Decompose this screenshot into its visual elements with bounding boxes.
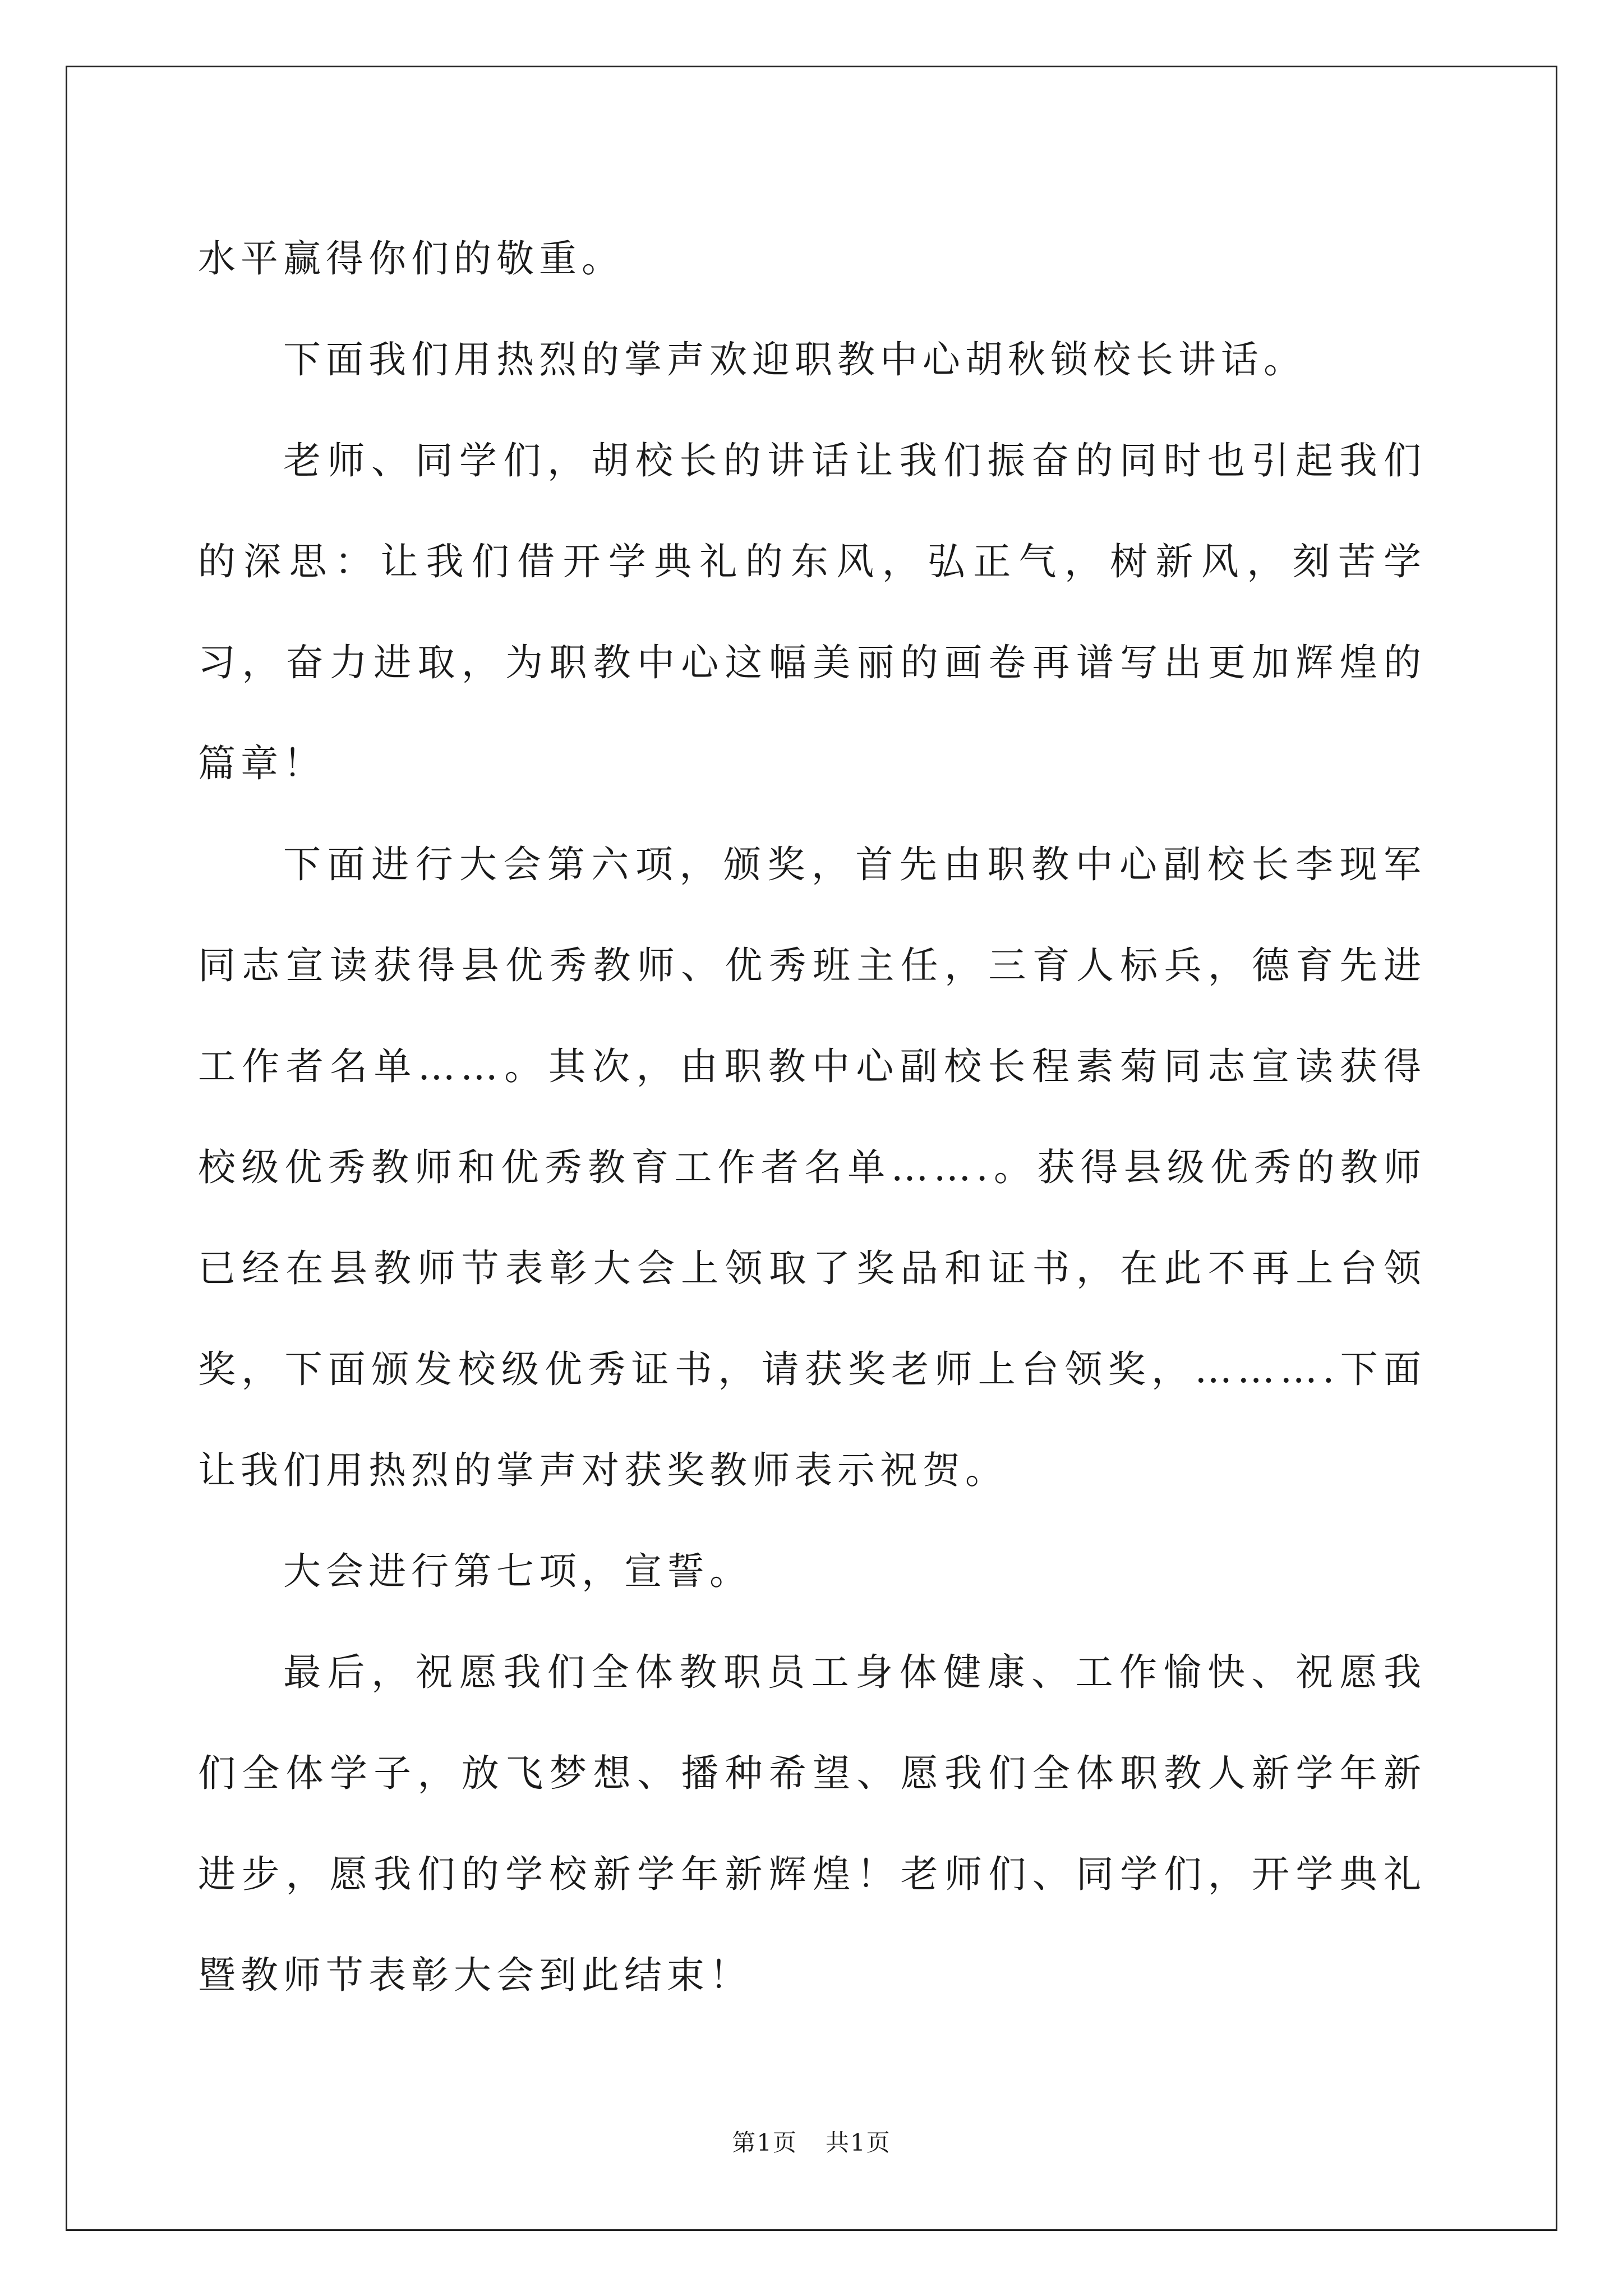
page-footer: [0, 2126, 1623, 2160]
paragraph-3: 老师、同学们，胡校长的讲话让我们振奋的同时也引起我们的深思：让我们借开学典礼的东风，弘正气，树新风，刻苦学习，奋力进取，为职教中心这幅美丽的画卷再谱写出更加辉煌的篇章！: [198, 439, 1426, 785]
page-number-total: 共1页: [826, 2129, 891, 2156]
document-body: [198, 208, 1426, 2026]
paragraph-1: 水平赢得你们的敬重。: [198, 237, 624, 280]
paragraph-6: 最后，祝愿我们全体教职员工身体健康、工作愉快、祝愿我们全体学子，放飞梦想、播种希望、愿我们全体职教人新学年新进步，愿我们的学校新学年新辉煌！老师们、同学们，开学典礼暨教师节表彰大会到此结束！: [198, 1650, 1426, 1997]
paragraph-2: 下面我们用热烈的掌声欢迎职教中心胡秋锁校长讲话。: [283, 338, 1306, 381]
page-number-current: 第1页: [732, 2129, 797, 2156]
paragraph-4: 下面进行大会第六项，颁奖，首先由职教中心副校长李现军同志宣读获得县优秀教师、优秀班主任，三育人标兵，德育先进工作者名单……。其次，由职教中心副校长程素菊同志宣读获得校级优秀教师和优秀教育工作者名单…….。获得县级优秀的教师已经在县教师节表彰大会上领取了奖品和证书，在此不再上台领奖，下面颁发校级优秀证书，请获奖老师上台领奖，……….下面让我们用热烈的掌声对获奖教师表示祝贺。: [198, 843, 1426, 1492]
paragraph-5: 大会进行第七项，宣誓。: [283, 1549, 752, 1593]
